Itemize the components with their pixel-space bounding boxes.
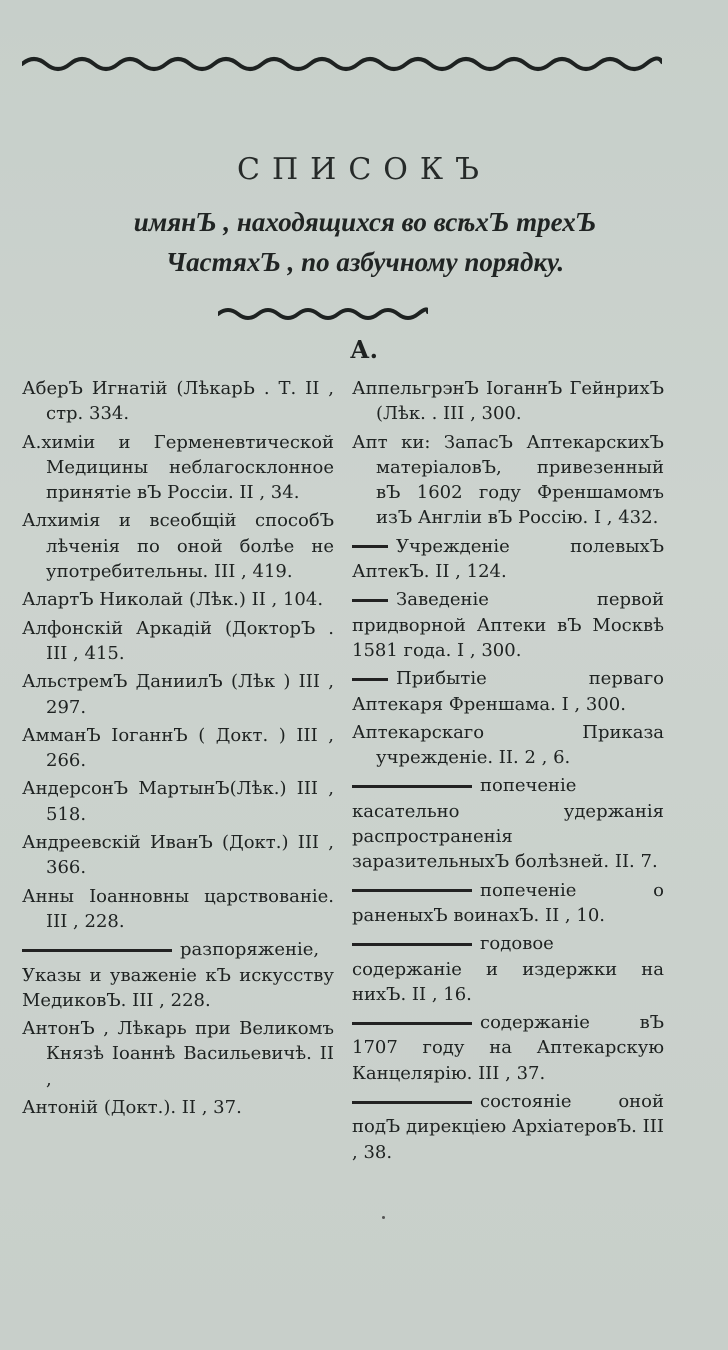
index-subentry xyxy=(352,931,664,1007)
subtitle-line-1: имянЪ , находящихся во всѣхЪ трехЪ xyxy=(133,207,597,237)
index-subentry xyxy=(22,937,334,1013)
index-entry: АберЪ Игнатій (ЛѣкарЬ . Т. II , стр. 334. xyxy=(22,378,334,425)
subentry-text: Заведеніе первой придворной Аптеки вЪ Москвѣ 1581 года. I , 300. xyxy=(352,589,664,661)
index-subentry xyxy=(352,534,664,585)
index-entry: Алфонскій Аркадій (ДокторЪ . III , 415. xyxy=(22,617,334,664)
index-entry: А.химіи и Герменевтической Медицины неблагосклонное принятіе вЪ Россіи. II , 34. xyxy=(22,431,334,504)
top-wave-ornament xyxy=(22,50,662,74)
left-column xyxy=(22,376,334,1123)
subentry-text: Прибытіе перваго Аптекаря Френшама. I , 300. xyxy=(352,668,664,715)
ditto-dash xyxy=(352,545,388,548)
subtitle-line-2: ЧастяхЪ , по азбучному порядку. xyxy=(165,247,565,277)
index-subentry xyxy=(352,587,664,663)
subentry-text: попеченіе о раненыхЪ воинахЪ. II , 10. xyxy=(352,879,664,926)
page-title: СПИСОКЪ xyxy=(237,152,491,187)
index-entry: Антоній (Докт.). II , 37. xyxy=(22,1097,242,1119)
ditto-dash xyxy=(22,949,172,952)
page-subtitle xyxy=(20,202,710,282)
index-entry: АппельгрэнЪ ІоганнЪ ГейнрихЪ (Лѣк. . III , 300. xyxy=(352,378,664,425)
index-entry: Апт ки: ЗапасЪ АптекарскихЪ матеріаловЪ, привезенный вЪ 1602 году Френшамомъ изЪ Англіи вЪ Россію. I , 432. xyxy=(352,431,664,529)
subentry-text: состояніе оной подЪ дирекціею АрхіатеровЪ. III , 38. xyxy=(352,1091,664,1163)
subentry-text: разпоряженіе, Указы и уваженіе кЪ искусству МедиковЪ. III , 228. xyxy=(22,939,334,1011)
index-subentry xyxy=(352,878,664,929)
subentry-text: содержаніе вЪ 1707 году на Аптекарскую Канцелярію. III , 37. xyxy=(352,1012,664,1084)
index-entry: Алхимія и всеобщій способЪ лѣченія по оной болѣе не употребительны. III , 419. xyxy=(22,510,334,583)
ditto-dash xyxy=(352,785,472,788)
index-entry: АмманЪ ІоганнЪ ( Докт. ) III , 266. xyxy=(22,724,334,772)
index-subentry xyxy=(352,1089,664,1165)
index-subentry xyxy=(352,666,664,717)
ditto-dash xyxy=(352,678,388,681)
index-subentry xyxy=(352,773,664,874)
index-entry: АндерсонЪ МартынЪ(Лѣк.) III , 518. xyxy=(22,778,334,825)
subentry-text: годовое содержаніе и издержки на нихЪ. II , 16. xyxy=(352,933,664,1005)
middle-wave-ornament xyxy=(218,303,428,323)
index-entry: Аптекарскаго Приказа учрежденіе. II. 2 , 6. xyxy=(352,721,664,769)
section-letter: А. xyxy=(350,335,378,364)
paper-speck xyxy=(382,1216,385,1219)
ditto-dash xyxy=(352,599,388,602)
ditto-dash xyxy=(352,943,472,946)
ditto-dash xyxy=(352,1101,472,1104)
ditto-dash xyxy=(352,1022,472,1025)
index-entry: Анны Іоанновны царствованіе. III , 228. xyxy=(22,885,334,932)
ditto-dash xyxy=(352,889,472,892)
index-subentry xyxy=(352,1010,664,1086)
index-entry: АльстремЪ ДаниилЪ (Лѣк ) III , 297. xyxy=(22,671,334,718)
right-column xyxy=(352,376,664,1168)
subentry-text: Учрежденіе полевыхЪ АптекЪ. II , 124. xyxy=(352,535,664,583)
index-entry: АнтонЪ , Лѣкарь при Великомъ Князѣ Іоаннѣ Васильевичѣ. II , xyxy=(22,1018,334,1090)
subentry-text: попеченіе касательно удержанія распространенія заразительныхЪ болѣзней. II. 7. xyxy=(352,775,664,873)
index-entry: АлартЪ Николай (Лѣк.) II , 104. xyxy=(22,589,324,611)
index-entry: Андреевскій ИванЪ (Докт.) III , 366. xyxy=(22,832,334,879)
